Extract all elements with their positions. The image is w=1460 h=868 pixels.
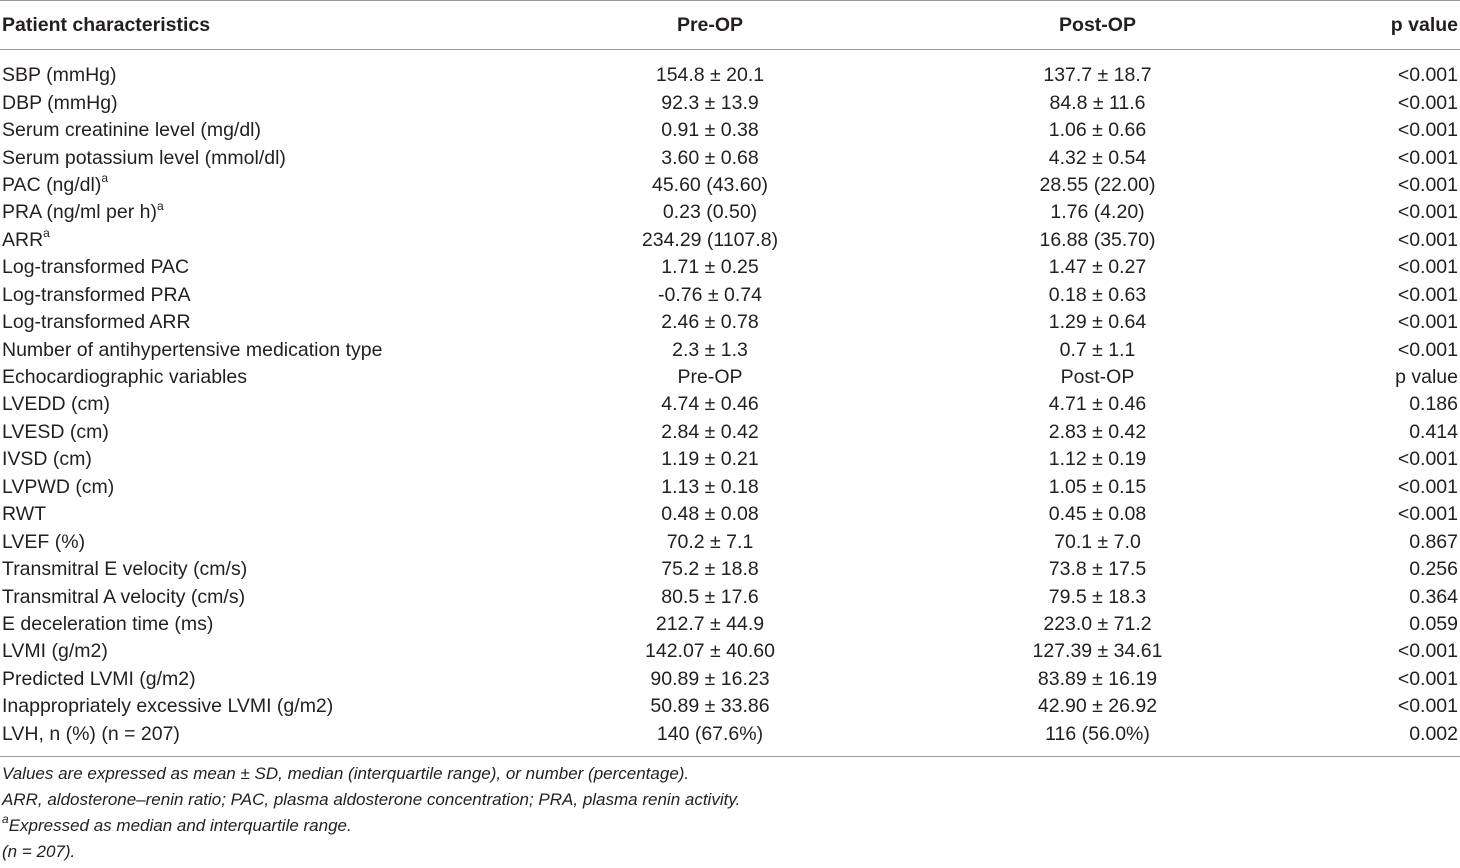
pre-op-value: 154.8 ± 20.1 bbox=[655, 64, 765, 87]
table-row bbox=[0, 611, 1460, 638]
p-value: <0.001 bbox=[1397, 283, 1458, 306]
row-label bbox=[0, 199, 520, 226]
post-op-value: 0.45 ± 0.08 bbox=[1048, 503, 1147, 526]
row-label bbox=[0, 583, 520, 610]
pre-op-value: 142.07 ± 40.60 bbox=[645, 640, 775, 663]
pre-op-value: 140 (67.6%) bbox=[656, 722, 764, 745]
pre-op-value: 50.89 ± 33.86 bbox=[650, 695, 770, 718]
row-label-text: LVPWD (cm) bbox=[2, 475, 115, 498]
row-label-text: Number of antihypertensive medication type bbox=[2, 338, 383, 361]
row-label-text: Predicted LVMI (g/m2) bbox=[2, 667, 196, 690]
table-footnotes bbox=[0, 757, 1460, 865]
table-row bbox=[0, 117, 1460, 144]
pre-op-value: 75.2 ± 18.8 bbox=[661, 558, 759, 581]
row-label bbox=[0, 364, 520, 391]
row-label bbox=[0, 391, 520, 418]
row-label-text: Transmitral A velocity (cm/s) bbox=[2, 585, 246, 608]
p-value: <0.001 bbox=[1397, 256, 1458, 279]
table-row bbox=[0, 638, 1460, 665]
p-value: <0.001 bbox=[1397, 640, 1458, 663]
row-label-text: Log-transformed PRA bbox=[2, 283, 191, 306]
p-value: 0.059 bbox=[1409, 612, 1458, 635]
p-value: <0.001 bbox=[1397, 119, 1458, 142]
header-post-op: Post-OP bbox=[900, 1, 1295, 50]
row-label bbox=[0, 309, 520, 336]
row-label bbox=[0, 419, 520, 446]
p-value: <0.001 bbox=[1397, 91, 1458, 114]
table-row bbox=[0, 309, 1460, 336]
table-row bbox=[0, 474, 1460, 501]
p-value: <0.001 bbox=[1397, 695, 1458, 718]
table-body bbox=[0, 50, 1460, 748]
header-characteristics: Patient characteristics bbox=[0, 1, 520, 50]
row-label-text: LVH, n (%) (n = 207) bbox=[2, 722, 180, 745]
pre-op-value: 70.2 ± 7.1 bbox=[666, 530, 754, 553]
pre-op-value: 4.74 ± 0.46 bbox=[661, 393, 759, 416]
p-value: <0.001 bbox=[1397, 338, 1458, 361]
post-op-value: 73.8 ± 17.5 bbox=[1048, 558, 1147, 581]
table-row bbox=[0, 501, 1460, 528]
post-op-value: 4.32 ± 0.54 bbox=[1048, 146, 1147, 169]
row-label bbox=[0, 501, 520, 528]
p-value: 0.364 bbox=[1409, 585, 1458, 608]
p-value: <0.001 bbox=[1397, 475, 1458, 498]
p-value: 0.256 bbox=[1409, 558, 1458, 581]
row-label bbox=[0, 89, 520, 116]
pre-op-value: -0.76 ± 0.74 bbox=[658, 283, 762, 306]
pre-op-value: 1.71 ± 0.25 bbox=[661, 256, 759, 279]
pre-op-value: 1.19 ± 0.21 bbox=[661, 448, 759, 471]
table-row bbox=[0, 446, 1460, 473]
spacer-cell bbox=[0, 50, 1460, 63]
p-value: <0.001 bbox=[1397, 146, 1458, 169]
p-value: <0.001 bbox=[1397, 173, 1458, 196]
p-value: 0.414 bbox=[1409, 420, 1458, 443]
post-op-value: 0.18 ± 0.63 bbox=[1048, 283, 1147, 306]
post-op-value: 1.47 ± 0.27 bbox=[1048, 256, 1147, 279]
row-label bbox=[0, 227, 520, 254]
row-label-text: Log-transformed PAC bbox=[2, 256, 190, 279]
footnote-marker: a bbox=[101, 171, 109, 186]
footnote-median-text: Expressed as median and interquartile range. bbox=[8, 815, 352, 835]
row-label-text: Serum creatinine level (mg/dl) bbox=[2, 119, 262, 142]
pre-op-value: 80.5 ± 17.6 bbox=[661, 585, 759, 608]
row-label-text: RWT bbox=[2, 503, 47, 526]
table-row bbox=[0, 419, 1460, 446]
pre-op-value: 212.7 ± 44.9 bbox=[655, 612, 765, 635]
table-row bbox=[0, 666, 1460, 693]
table-row bbox=[0, 556, 1460, 583]
post-op-value: 127.39 ± 34.61 bbox=[1032, 640, 1163, 663]
post-op-value: 1.29 ± 0.64 bbox=[1048, 311, 1147, 334]
table-row bbox=[0, 227, 1460, 254]
footnote-median bbox=[2, 813, 1460, 839]
row-label-text: LVESD (cm) bbox=[2, 420, 109, 443]
post-op-value: 42.90 ± 26.92 bbox=[1037, 695, 1158, 718]
table-row bbox=[0, 144, 1460, 171]
footnote-abbreviations: ARR, aldosterone–renin ratio; PAC, plasma aldosterone concentration; PRA, plasma renin activity. bbox=[2, 789, 741, 809]
p-value: <0.001 bbox=[1397, 228, 1458, 251]
row-label bbox=[0, 666, 520, 693]
table-row bbox=[0, 693, 1460, 720]
post-op-value: 1.76 (4.20) bbox=[1050, 201, 1145, 224]
row-label bbox=[0, 721, 520, 748]
row-label bbox=[0, 336, 520, 363]
row-label bbox=[0, 611, 520, 638]
row-label-text: SBP (mmHg) bbox=[2, 64, 117, 87]
row-label bbox=[0, 528, 520, 555]
table-row bbox=[0, 528, 1460, 555]
p-value: 0.002 bbox=[1409, 722, 1458, 745]
post-op-value: 70.1 ± 7.0 bbox=[1054, 530, 1141, 553]
row-label bbox=[0, 117, 520, 144]
table-row bbox=[0, 336, 1460, 363]
p-value: <0.001 bbox=[1397, 448, 1458, 471]
row-label-text: LVMI (g/m2) bbox=[2, 640, 108, 663]
p-value: <0.001 bbox=[1397, 311, 1458, 334]
post-op-value: 116 (56.0%) bbox=[1045, 722, 1150, 745]
pre-op-value: 90.89 ± 16.23 bbox=[650, 667, 770, 690]
row-label bbox=[0, 144, 520, 171]
row-label bbox=[0, 446, 520, 473]
pre-op-value: 0.23 (0.50) bbox=[662, 201, 758, 224]
table-row bbox=[0, 721, 1460, 748]
table-row bbox=[0, 282, 1460, 309]
p-value: <0.001 bbox=[1397, 201, 1458, 224]
pre-op-value: 2.46 ± 0.78 bbox=[661, 311, 759, 334]
row-label-text: Inappropriately excessive LVMI (g/m2) bbox=[2, 695, 334, 718]
p-value: 0.186 bbox=[1409, 393, 1458, 416]
table-header-row bbox=[0, 1, 1460, 50]
p-value: <0.001 bbox=[1397, 503, 1458, 526]
post-op-value: 16.88 (35.70) bbox=[1039, 228, 1156, 251]
post-op-value: 28.55 (22.00) bbox=[1039, 173, 1156, 196]
p-value: p value bbox=[1395, 366, 1458, 389]
row-label-text: Log-transformed ARR bbox=[2, 311, 191, 334]
row-label bbox=[0, 556, 520, 583]
row-label bbox=[0, 474, 520, 501]
p-value: <0.001 bbox=[1397, 64, 1458, 87]
row-label-text: PAC (ng/dl) bbox=[2, 173, 102, 196]
post-op-value: 223.0 ± 71.2 bbox=[1043, 612, 1152, 635]
post-op-value: 1.06 ± 0.66 bbox=[1048, 119, 1147, 142]
row-label bbox=[0, 62, 520, 89]
header-pre-op: Pre-OP bbox=[520, 1, 900, 50]
pre-op-value: Pre-OP bbox=[677, 366, 743, 389]
post-op-value: 137.7 ± 18.7 bbox=[1043, 64, 1152, 87]
pre-op-value: 45.60 (43.60) bbox=[651, 173, 768, 196]
row-label-text: Serum potassium level (mmol/dl) bbox=[2, 146, 286, 169]
table-row bbox=[0, 391, 1460, 418]
row-label-text: IVSD (cm) bbox=[2, 448, 92, 471]
footnote-marker: a bbox=[43, 226, 50, 241]
row-label-text: E deceleration time (ms) bbox=[2, 612, 214, 635]
post-op-value: 1.12 ± 0.19 bbox=[1048, 448, 1147, 471]
row-label-text: LVEDD (cm) bbox=[2, 393, 110, 416]
post-op-value: 4.71 ± 0.46 bbox=[1048, 393, 1147, 416]
table-row bbox=[0, 89, 1460, 116]
pre-op-value: 0.48 ± 0.08 bbox=[661, 503, 759, 526]
pre-op-value: 2.84 ± 0.42 bbox=[661, 420, 759, 443]
footnote-values: Values are expressed as mean ± SD, median (interquartile range), or number (percentage). bbox=[2, 763, 690, 783]
table-row bbox=[0, 364, 1460, 391]
table-row bbox=[0, 172, 1460, 199]
table-spacer-row bbox=[0, 50, 1460, 63]
post-op-value: 84.8 ± 11.6 bbox=[1049, 91, 1146, 114]
post-op-value: 2.83 ± 0.42 bbox=[1048, 420, 1147, 443]
post-op-value: 0.7 ± 1.1 bbox=[1059, 338, 1136, 361]
pre-op-value: 1.13 ± 0.18 bbox=[661, 475, 759, 498]
row-label-text: Echocardiographic variables bbox=[2, 366, 247, 389]
pre-op-value: 92.3 ± 13.9 bbox=[661, 91, 759, 114]
row-label bbox=[0, 254, 520, 281]
row-label bbox=[0, 693, 520, 720]
footnote-sample-size: (n = 207). bbox=[2, 841, 76, 861]
p-value: <0.001 bbox=[1397, 667, 1458, 690]
row-label bbox=[0, 282, 520, 309]
row-label bbox=[0, 638, 520, 665]
table-row bbox=[0, 62, 1460, 89]
post-op-value: 1.05 ± 0.15 bbox=[1048, 475, 1147, 498]
table-row bbox=[0, 254, 1460, 281]
post-op-value: Post-OP bbox=[1060, 366, 1135, 389]
footnote-marker: a bbox=[156, 198, 164, 213]
table-row bbox=[0, 199, 1460, 226]
row-label bbox=[0, 172, 520, 199]
row-label-text: ARR bbox=[2, 228, 44, 251]
row-label-text: LVEF (%) bbox=[2, 530, 86, 553]
table-row bbox=[0, 583, 1460, 610]
pre-op-value: 0.91 ± 0.38 bbox=[661, 119, 759, 142]
header-p-value: p value bbox=[1295, 1, 1460, 50]
footnote-marker: a bbox=[2, 812, 9, 827]
pre-op-value: 3.60 ± 0.68 bbox=[661, 146, 759, 169]
pre-op-value: 2.3 ± 1.3 bbox=[672, 338, 748, 361]
post-op-value: 79.5 ± 18.3 bbox=[1048, 585, 1147, 608]
row-label-text: Transmitral E velocity (cm/s) bbox=[2, 558, 248, 581]
p-value: 0.867 bbox=[1409, 530, 1458, 553]
row-label-text: PRA (ng/ml per h) bbox=[2, 201, 157, 224]
post-op-value: 83.89 ± 16.19 bbox=[1037, 667, 1158, 690]
pre-op-value: 234.29 (1107.8) bbox=[641, 228, 779, 251]
row-label-text: DBP (mmHg) bbox=[2, 91, 118, 114]
